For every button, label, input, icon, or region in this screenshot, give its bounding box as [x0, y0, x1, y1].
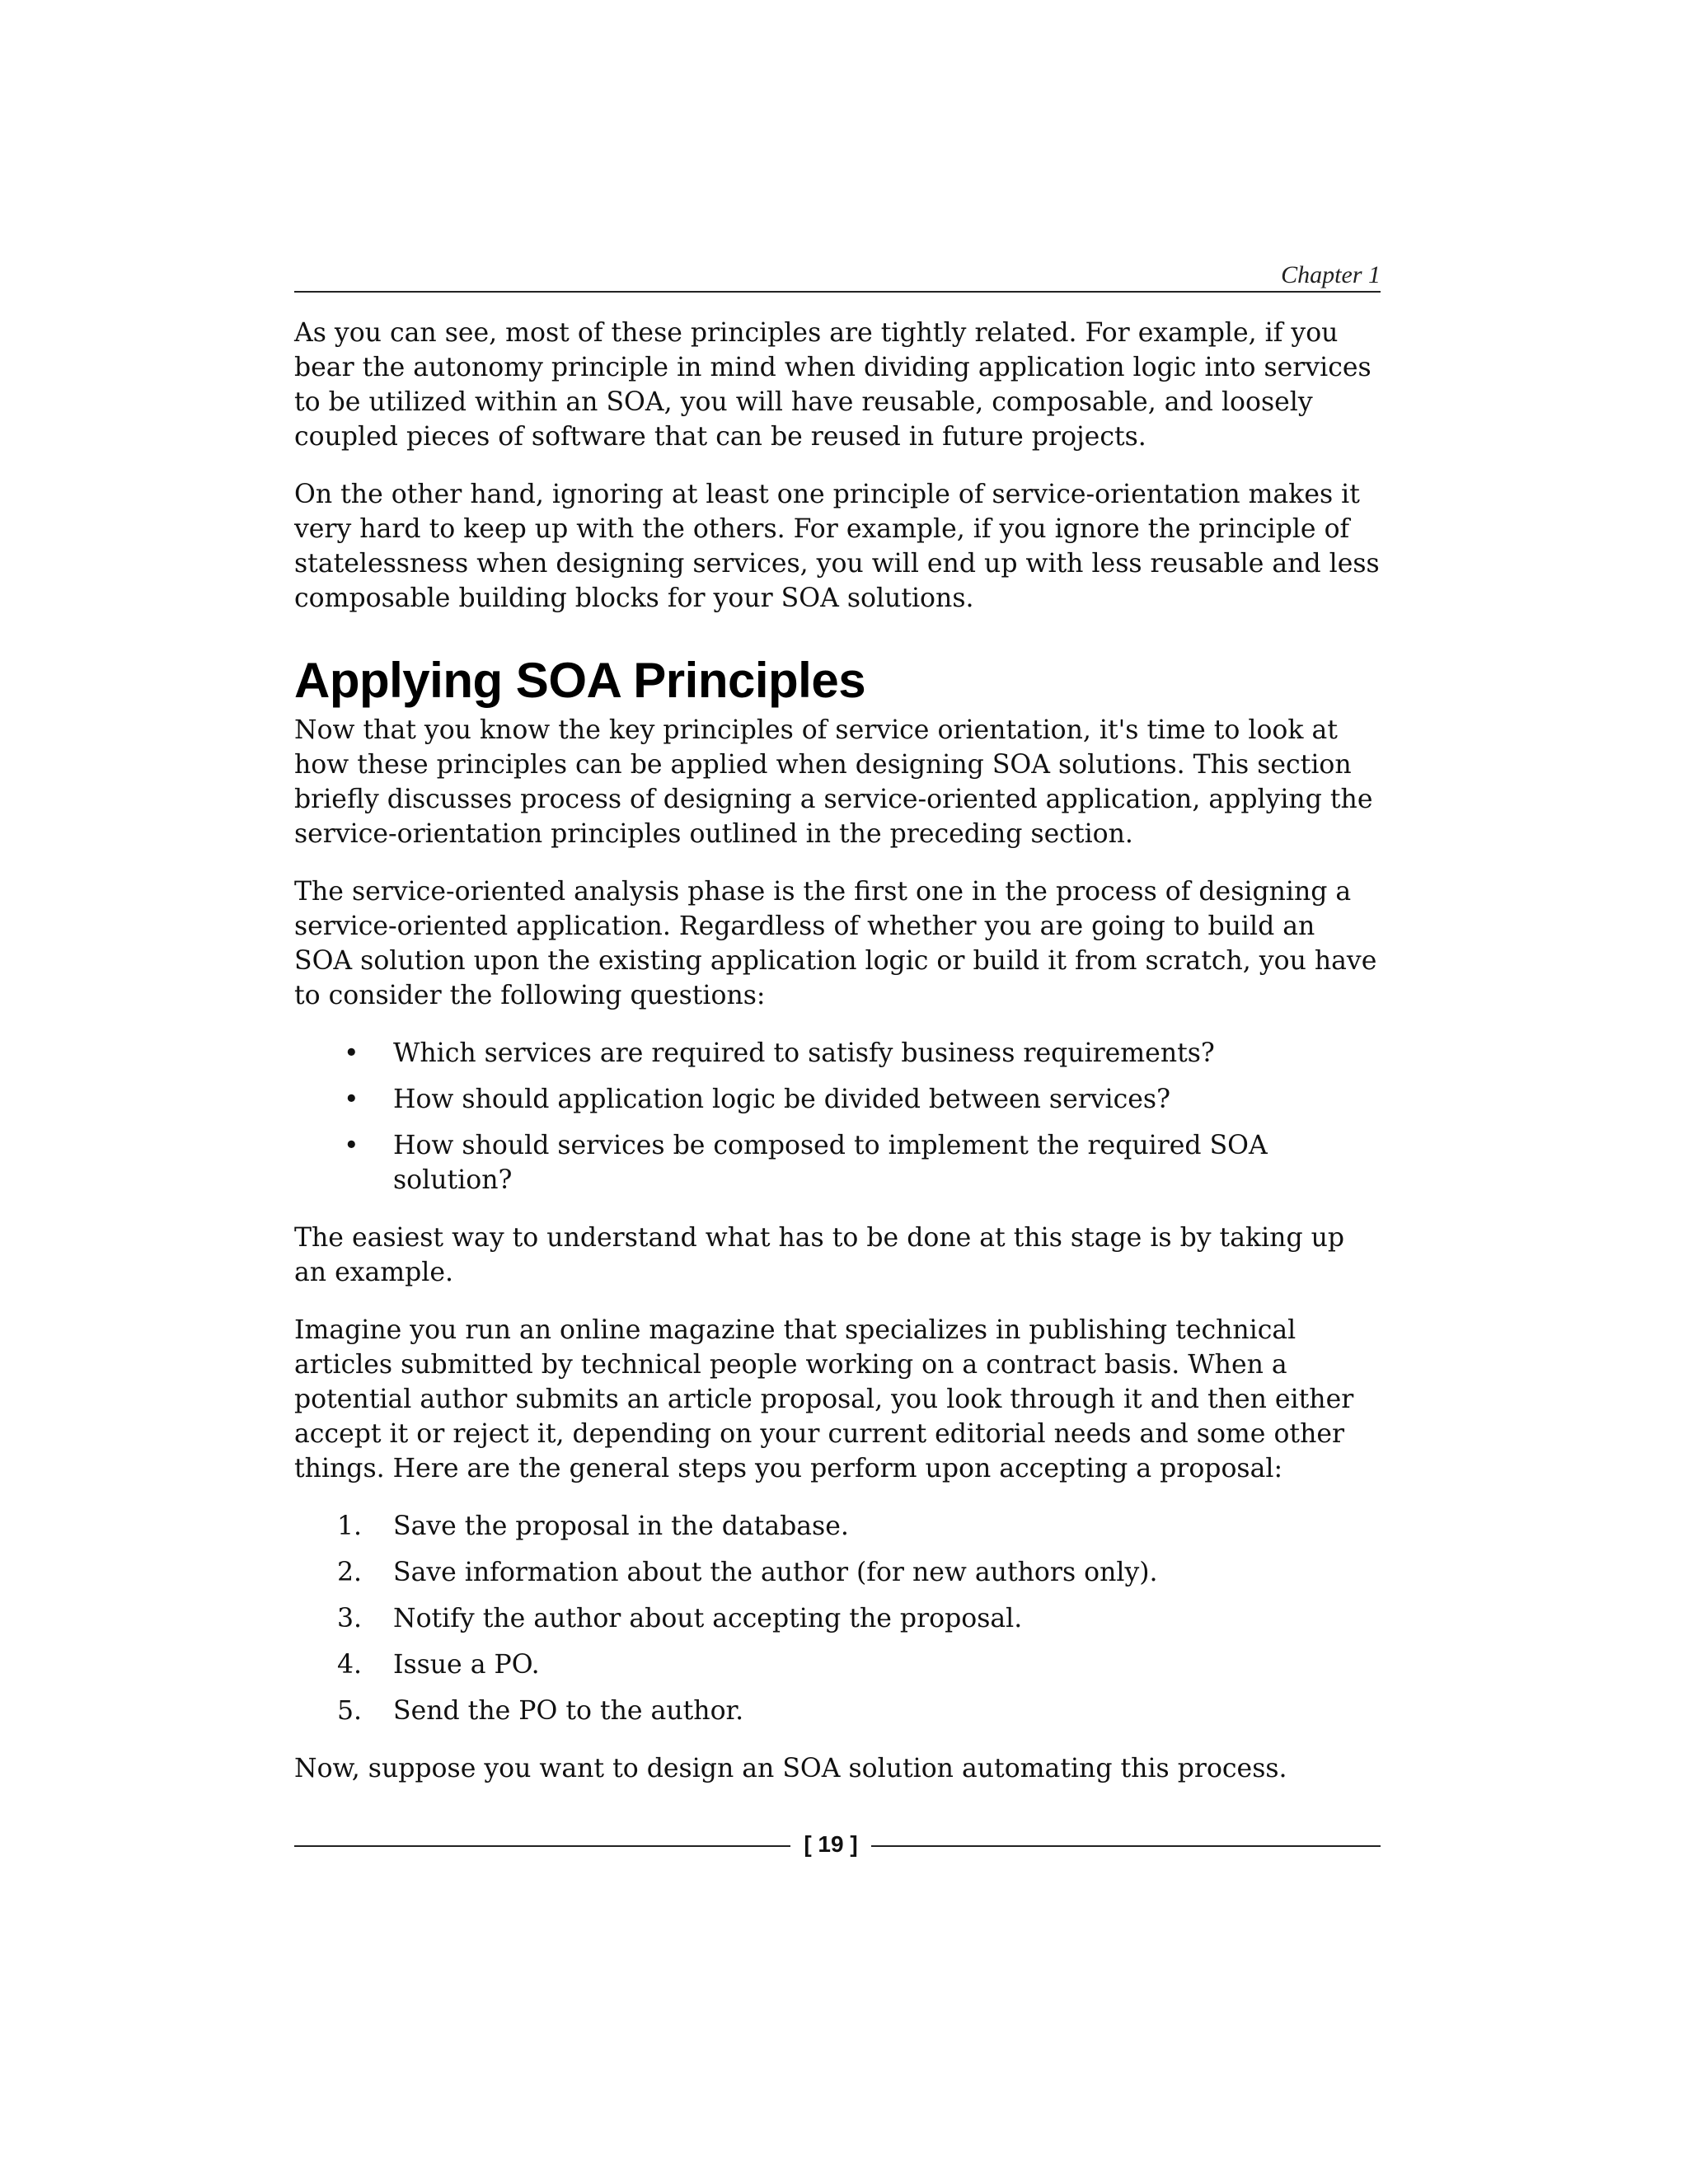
bullet-marker: •	[344, 1038, 359, 1068]
step-text: Save the proposal in the database.	[393, 1511, 849, 1541]
intro-paragraph-1: As you can see, most of these principles are tightly related. For example, if you bear the autonomy principle in mind when dividing application logic into services to be utilized within an SOA, you will have reusable, composable, and loosely coupled pieces of software that can be reused in future projects.	[294, 318, 1372, 452]
step-text: Issue a PO.	[393, 1650, 540, 1680]
list-item	[294, 1694, 1381, 1728]
bullet-marker: •	[344, 1131, 359, 1160]
list-item	[294, 1647, 1381, 1682]
step-text: Send the PO to the author.	[393, 1696, 744, 1726]
book-page	[294, 0, 1381, 2184]
section-paragraph-5: Now, suppose you want to design an SOA solution automating this process.	[294, 1754, 1287, 1783]
step-number: 4.	[337, 1650, 363, 1680]
step-text: Save information about the author (for new authors only).	[393, 1558, 1158, 1587]
question-text: How should application logic be divided between services?	[393, 1085, 1170, 1114]
step-number: 1.	[337, 1511, 363, 1541]
footer-rule-right	[871, 1845, 1381, 1847]
steps-list	[294, 1509, 1381, 1728]
step-number: 2.	[337, 1558, 363, 1587]
question-text: How should services be composed to implement the required SOA solution?	[393, 1131, 1268, 1195]
section-paragraph-2: The service-oriented analysis phase is the first one in the process of designing a service-oriented application. Regardless of whether you are going to build an SOA solution upon the existing application logic or build it from scratch, you have to consider the following questions:	[294, 877, 1377, 1010]
question-text: Which services are required to satisfy business requirements?	[393, 1038, 1215, 1068]
section-title: Applying SOA Principles	[294, 653, 866, 708]
step-text: Notify the author about accepting the proposal.	[393, 1604, 1023, 1633]
bullet-marker: •	[344, 1085, 359, 1114]
header-rule	[294, 291, 1381, 293]
footer-rule-left	[294, 1845, 790, 1847]
section-paragraph-1: Now that you know the key principles of service orientation, it's time to look at how these principles can be applied when designing SOA solutions. This section briefly discusses process of designing a service-oriented application, applying the service-orientation principles outlined in the preceding section.	[294, 715, 1373, 849]
list-item	[294, 1601, 1381, 1636]
list-item	[294, 1509, 1381, 1544]
page-content	[294, 316, 1381, 1809]
intro-paragraph-2: On the other hand, ignoring at least one principle of service-orientation makes it very hard to keep up with the others. For example, if you ignore the principle of statelessness when designing services, you will end up with less reusable and less composable building blocks for your SOA solutions.	[294, 480, 1380, 613]
step-number: 5.	[337, 1696, 363, 1726]
step-number: 3.	[337, 1604, 363, 1633]
list-item	[294, 1555, 1381, 1590]
page-number: [ 19 ]	[804, 1831, 858, 1857]
list-item	[294, 1128, 1381, 1197]
page-footer	[294, 1828, 1381, 1861]
section-paragraph-3: The easiest way to understand what has to be done at this stage is by taking up an example.	[294, 1223, 1345, 1287]
questions-list	[294, 1036, 1381, 1197]
list-item	[294, 1036, 1381, 1071]
list-item	[294, 1082, 1381, 1117]
running-head: Chapter 1	[1281, 261, 1381, 288]
section-paragraph-4: Imagine you run an online magazine that specializes in publishing technical articles submitted by technical people working on a contract basis. When a potential author submits an article proposal, you look through it and then either accept it or reject it, depending on your current editorial needs and some other things. Here are the general steps you perform upon accepting a proposal:	[294, 1315, 1354, 1483]
